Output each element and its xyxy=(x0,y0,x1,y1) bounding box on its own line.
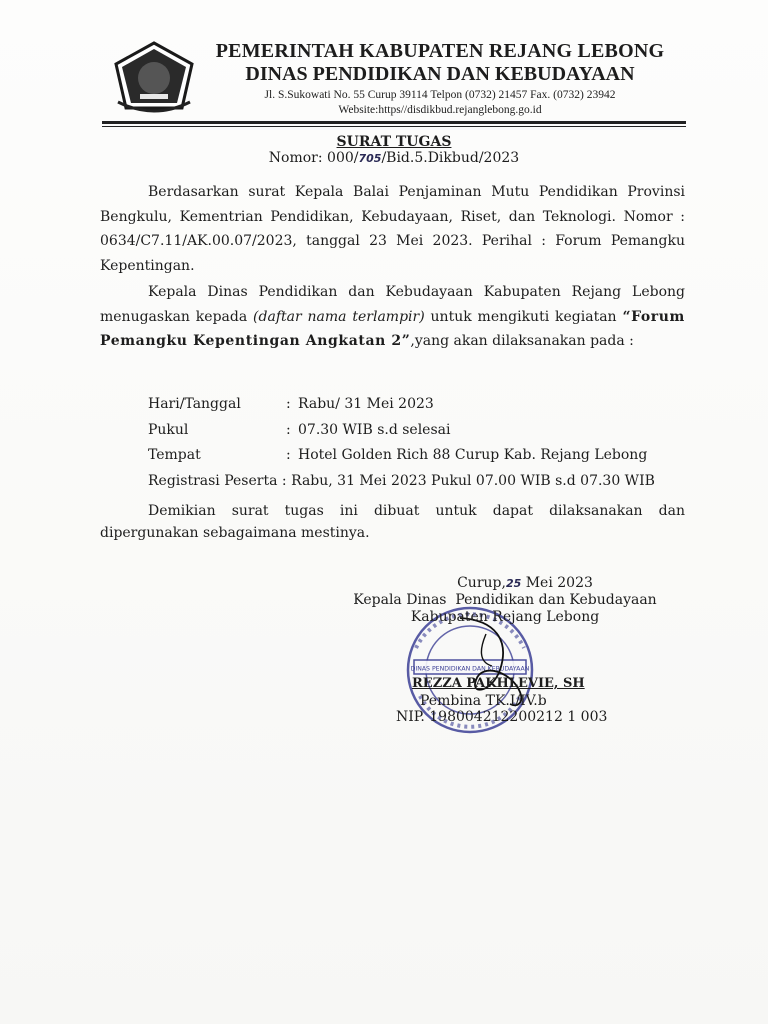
paragraph-closing xyxy=(100,500,685,544)
stamp-text: DINAS PENDIDIKAN DAN KEBUDAYAAN xyxy=(410,665,530,673)
number-prefix: Nomor: 000/ xyxy=(268,150,359,166)
assignment-text-2: untuk mengikuti kegiatan xyxy=(424,308,623,325)
detail-label: Hari/Tanggal xyxy=(148,396,241,412)
detail-row-registration xyxy=(148,473,655,499)
document-title: SURAT TUGAS xyxy=(336,134,452,150)
assignment-attachment-note: (daftar nama terlampir) xyxy=(253,308,425,325)
place-suffix: Mei 2023 xyxy=(521,575,593,591)
regency-emblem-icon xyxy=(108,40,200,116)
detail-value: 07.30 WIB s.d selesai xyxy=(298,421,451,438)
letterhead-website: Website:https//disdikbud.rejanglebong.go.id xyxy=(338,104,542,116)
event-details xyxy=(148,396,655,498)
place-day-handwritten: 25 xyxy=(505,577,522,590)
letterhead-address: Jl. S.Sukowati No. 55 Curup 39114 Telpon (0732) 21457 Fax. (0732) 23942 xyxy=(264,89,616,101)
paragraph-basis xyxy=(100,180,685,278)
place-prefix: Curup, xyxy=(457,575,506,591)
detail-row-time xyxy=(148,422,655,448)
letterhead-agency: DINAS PENDIDIKAN DAN KEBUDAYAAN xyxy=(245,63,635,85)
detail-separator: : xyxy=(286,421,291,438)
signer-position-2: Kabupaten Rejang Lebong xyxy=(410,609,600,625)
detail-value: Rabu, 31 Mei 2023 Pukul 07.00 WIB s.d 07.30 WIB xyxy=(291,472,655,489)
number-handwritten: 705 xyxy=(358,152,382,165)
detail-row-place xyxy=(148,447,655,473)
assignment-text-1: Kepala Dinas Pendidikan dan Kebudayaan Kabupaten Rejang Lebong menugaskan kepada xyxy=(100,284,685,325)
detail-row-date xyxy=(148,396,655,422)
signer-nip: NIP. 198004212200212 1 003 xyxy=(396,709,608,725)
paragraph-assignment xyxy=(100,280,685,354)
paragraph-closing-text: Demikian surat tugas ini dibuat untuk dapat dilaksanakan dan dipergunakan sebagaimana mestinya. xyxy=(100,503,685,541)
detail-separator: : xyxy=(286,447,291,463)
detail-label: Pukul xyxy=(148,421,189,438)
document-number xyxy=(102,150,686,166)
detail-value: Hotel Golden Rich 88 Curup Kab. Rejang Lebong xyxy=(298,447,648,463)
paragraph-basis-text: Berdasarkan surat Kepala Balai Penjaminan Mutu Pendidikan Provinsi Bengkulu, Kementrian Pendidikan, Kebudayaan, Riset, dan Teknologi. Nomor : 0634/C7.11/AK.00.07/2023, tanggal 23 Mei 2023. Perihal : Forum Pemangku Kepentingan. xyxy=(100,184,685,274)
signer-position-1: Kepala Dinas Pendidikan dan Kebudayaan xyxy=(353,592,657,608)
letterhead-rule-thick xyxy=(102,121,686,124)
signature-block xyxy=(340,575,670,626)
detail-separator: : xyxy=(286,396,291,412)
signature-place-date xyxy=(380,575,670,592)
detail-label: Tempat xyxy=(148,447,201,463)
detail-label: Registrasi Peserta xyxy=(148,472,278,489)
assignment-text-3: ,yang akan dilaksanakan pada : xyxy=(410,333,634,349)
detail-separator: : xyxy=(277,472,292,489)
detail-value: Rabu/ 31 Mei 2023 xyxy=(298,396,434,412)
letterhead-rule-thin xyxy=(102,126,686,127)
signer-rank: Pembina TK.I/IV.b xyxy=(420,693,547,709)
number-suffix: /Bid.5.Dikbud/2023 xyxy=(381,150,520,166)
signer-name: REZZA PAKHLEVIE, SH xyxy=(412,676,585,691)
letterhead xyxy=(200,40,680,117)
assignment-event-name: “Forum Pemangku Kepentingan Angkatan 2” xyxy=(100,308,685,349)
letterhead-government: PEMERINTAH KABUPATEN REJANG LEBONG xyxy=(215,40,665,62)
